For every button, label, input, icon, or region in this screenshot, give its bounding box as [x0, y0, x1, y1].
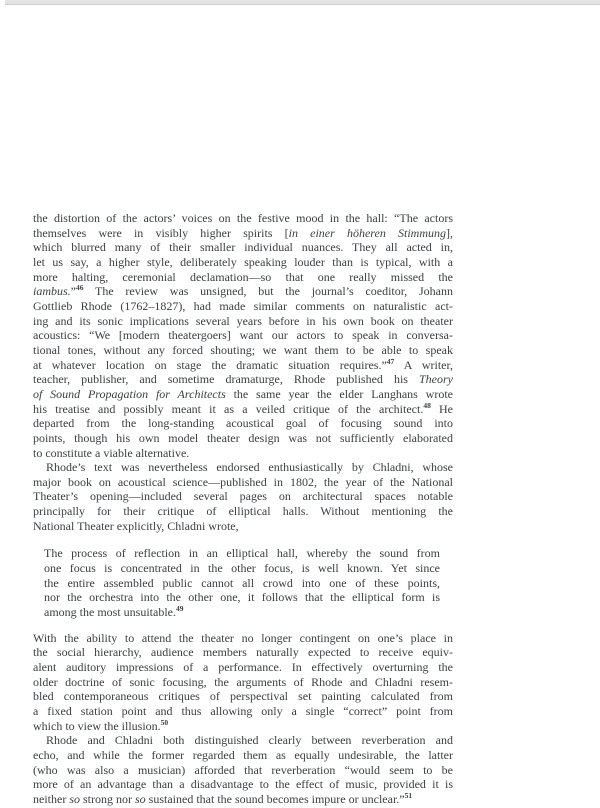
text-line: (who was also a musician) afforded that reverberation “would seem to be: [33, 762, 453, 777]
italic-text: in einer höheren Stimmung: [288, 225, 446, 240]
text-line: With the ability to attend the theater no longer contingent on one’s place in: [33, 630, 453, 645]
text-line: let us say, a higher style, deliberately speaking louder than is typical, with a: [33, 254, 453, 269]
text-line: iambus.”$^{46}$ The review was unsigned, but the journal’s coeditor, Johann: [33, 283, 453, 299]
paragraph-rhodes-text: [33, 460, 453, 533]
footnote-marker: 51: [404, 790, 413, 800]
text-line: at whatever location on stage the dramatic situation requires.”$^{47}$ A writer,: [33, 356, 453, 372]
text-line: bled contemporaneous critiques of perspectival set painting calculated from: [33, 689, 453, 704]
text-line: teacher, publisher, and sometime dramaturge, Rhode published his Theory: [33, 372, 453, 387]
footnote-marker: 48: [423, 400, 431, 410]
text-line: the social hierarchy, audience members naturally expected to receive equiv-: [33, 645, 453, 660]
footnote-marker: 50: [160, 717, 169, 727]
paragraph-reverberation-echo: [33, 733, 453, 806]
italic-text: so: [135, 791, 146, 806]
text-line: of Sound Propagation for Architects the same year the elder Langhans wrote: [33, 386, 453, 401]
italic-text: of Sound Propagation for Architects: [33, 386, 226, 401]
italic-text: so: [69, 791, 80, 806]
text-line: the distortion of the actors’ voices on the festive mood in the hall: “The actors: [33, 211, 453, 225]
footnote-marker: 49: [175, 604, 184, 614]
text-line: points, though his own model theater design was not sufficiently elaborated: [33, 430, 453, 445]
text-line: one focus is concentrated in the other focus, is well known. Yet since: [44, 561, 440, 576]
text-line: The process of reflection in an elliptical hall, whereby the sound from: [44, 546, 440, 561]
text-line: older doctrine of sonic focusing, the arguments of Rhode and Chladni resem-: [33, 674, 453, 689]
text-line: acoustics: “We [modern theatergoers] want our actors to speak in conversa-: [33, 328, 453, 343]
paragraph-actors-voices: [33, 211, 453, 460]
text-line: departed from the long-standing acoustical goal of focusing sound into: [33, 416, 453, 431]
text-line: Rhode’s text was nevertheless endorsed enthusiastically by Chladni, whose: [46, 460, 453, 475]
footnote-marker: 46: [76, 283, 84, 293]
text-line: a fixed station point and thus allowing only a single “correct” point from: [33, 704, 453, 718]
book-page-text: [33, 211, 453, 807]
text-line: his treatise and possibly meant it as a veiled critique of the architect.$^{48}$ He: [33, 400, 453, 416]
text-line: nor the orchestra into the other one, it follows that the elliptical form is: [44, 590, 440, 605]
italic-text: Theory: [419, 372, 453, 387]
text-line: more halting, ceremonial declamation—so that one really missed the: [33, 269, 453, 284]
text-line: alent auditory impressions of a performance. In effectively overturning the: [33, 660, 453, 675]
text-line: among the most unsuitable.$^{49}$: [44, 604, 184, 620]
text-line: ing and its sonic implications several years before in his own book on theater: [33, 313, 453, 328]
text-line: tional tones, without any forced shouting; we want them to be able to speak: [33, 342, 453, 357]
text-line: neither so strong nor so sustained that the sound becomes impure or unclear.”$^{51}$: [33, 790, 413, 806]
text-line: Theater’s opening—included several pages on architectural spaces notable: [33, 489, 453, 504]
text-line: Gottlieb Rhode (1762–1827), had made similar comments on naturalistic act-: [33, 298, 453, 313]
text-line: major book on acoustical science—published in 1802, the year of the National: [33, 474, 453, 489]
footnote-marker: 47: [386, 356, 395, 366]
window-top-edge: [5, 0, 600, 5]
text-line: which to view the illusion.$^{50}$: [33, 717, 169, 733]
block-quote-chladni: [44, 546, 440, 619]
text-line: the entire assembled public cannot all crowd into one of these points,: [44, 575, 440, 590]
text-line: themselves were in visibly higher spirits [in einer höheren Stimmung],: [33, 225, 453, 240]
text-line: principally for their critique of elliptical halls. Without mentioning the: [33, 504, 453, 519]
text-line: more of an advantage than a disadvantage to the effect of music, provided it is: [33, 777, 453, 792]
paragraph-ability-to-attend: [33, 631, 453, 734]
italic-text: iambus.: [33, 284, 71, 299]
text-line: Rhode and Chladni both distinguished clearly between reverberation and: [46, 733, 453, 748]
text-line: echo, and while the former regarded them as equally undesirable, the latter: [33, 747, 453, 762]
text-line: which blurred many of their smaller individual nuances. They all acted in,: [33, 240, 453, 255]
text-line: National Theater explicitly, Chladni wrote,: [33, 518, 239, 533]
text-line: to constitute a viable alternative.: [33, 445, 190, 460]
